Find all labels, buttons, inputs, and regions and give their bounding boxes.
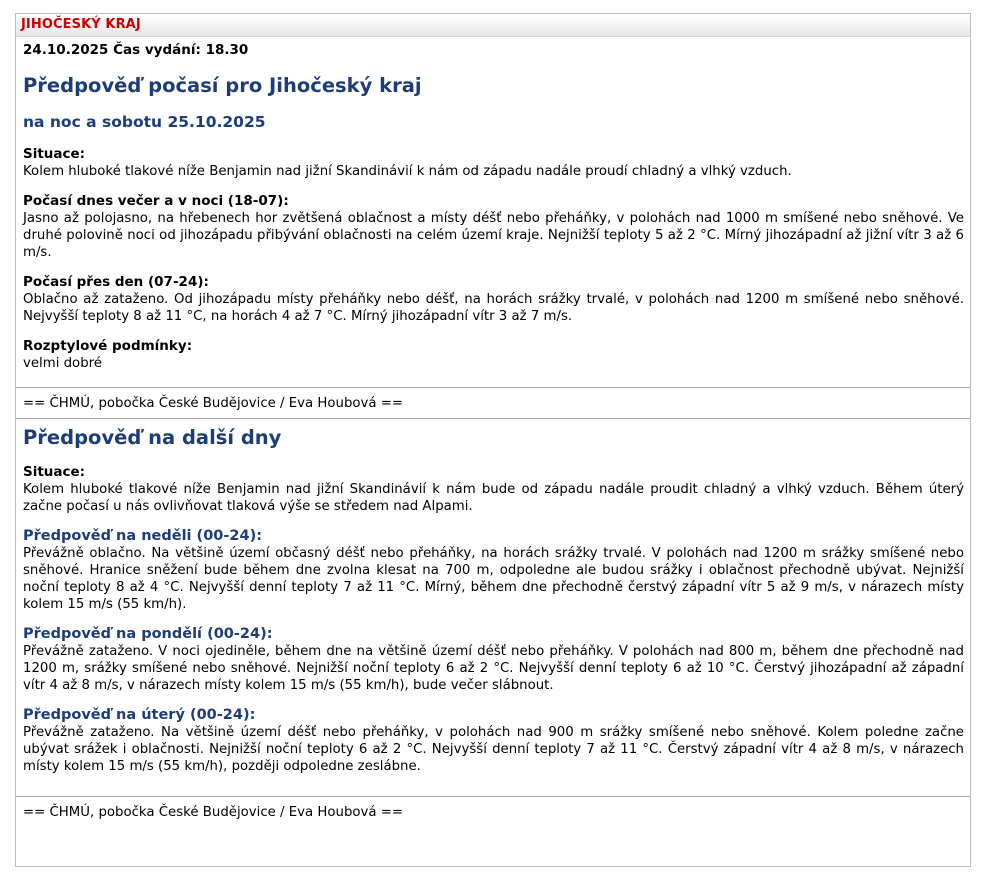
section-label: Situace: [23, 464, 86, 480]
next-situation-section [23, 464, 964, 515]
day-label: Předpověď na úterý (00-24): [23, 707, 256, 723]
section-label: Situace: [23, 146, 86, 162]
author-signature: == ČHMÚ, pobočka České Budějovice / Eva Houbová == [23, 805, 404, 820]
day-text: Převážně oblačno. Na většině území občasný déšť nebo přeháňky, na horách srážky trvalé. V polohách nad 1200 m srážky smíšené nebo sněhové. Hranice sněžení bude během dne zvolna klesat na 700 m, odpoledne ale budou srážky i oblačnost přechodně ubývat. Nejnižší noční teploty 8 až 4 °C. Nejvyšší denní teploty 7 až 11 °C. Mírný, během dne přechodně čerstvý západní vítr 5 až 9 m/s, v nárazech místy kolem 15 m/s (55 km/h). [23, 546, 964, 612]
daytime-section [23, 274, 964, 325]
next-days-title: Předpověď na další dny [23, 426, 282, 449]
forecast-title: Předpověď počasí pro Jihočeský kraj [23, 74, 422, 97]
author-signature: == ČHMÚ, pobočka České Budějovice / Eva Houbová == [23, 396, 404, 411]
section-label: Rozptylové podmínky: [23, 338, 193, 354]
forecast-content [16, 42, 970, 827]
forecast-subtitle: na noc a sobotu 25.10.2025 [23, 113, 266, 131]
day-text: Převážně zataženo. Na většině území déšť nebo přeháňky, v polohách nad 900 m srážky smíšené nebo sněhové. Kolem poledne začne ubývat srážek i oblačnosti. Nejnižší noční teploty 6 až 2 °C. Nejvyšší denní teploty 7 až 11 °C. Čerstvý západní vítr 4 až 8 m/s, v nárazech místy kolem 15 m/s (55 km/h), později odpoledne zeslábne. [23, 725, 964, 774]
forecast-panel [15, 13, 971, 867]
section-text: Jasno až polojasno, na hřebenech hor zvětšená oblačnost a místy déšť nebo přeháňky, v polohách nad 1000 m smíšené nebo sněhové. Ve druhé polovině noci od jihozápadu přibývání oblačnosti na celém území kraje. Nejnižší teploty 5 až 2 °C. Mírný jihozápadní až jižní vítr 3 až 6 m/s. [23, 211, 964, 260]
section-text: Kolem hluboké tlakové níže Benjamin nad jižní Skandinávií k nám bude od západu nadále proudit chladný a vlhký vzduch. Během úterý začne počasí u nás ovlivňovat tlaková výše se středem nad Alpami. [23, 482, 964, 514]
sunday-section [23, 528, 964, 613]
evening-night-section [23, 193, 964, 261]
day-label: Předpověď na neděli (00-24): [23, 528, 262, 544]
section-label: Počasí dnes večer a v noci (18-07): [23, 193, 289, 209]
section-text: Oblačno až zataženo. Od jihozápadu místy přeháňky nebo déšť, na horách srážky trvalé, v polohách nad 1200 m smíšené nebo sněhové. Nejvyšší teploty 8 až 11 °C, na horách 4 až 7 °C. Mírný jihozápadní vítr 3 až 7 m/s. [23, 292, 964, 324]
divider [16, 418, 970, 419]
section-text: Kolem hluboké tlakové níže Benjamin nad jižní Skandinávií k nám od západu nadále proudí chladný a vlhký vzduch. [23, 164, 792, 179]
monday-section [23, 626, 964, 694]
day-label: Předpověď na pondělí (00-24): [23, 626, 273, 642]
section-text: velmi dobré [23, 356, 102, 371]
issue-datetime: 24.10.2025 Čas vydání: 18.30 [23, 42, 249, 58]
region-title: JIHOČESKÝ KRAJ [16, 14, 970, 37]
tuesday-section [23, 707, 964, 775]
dispersion-section [23, 338, 964, 372]
section-label: Počasí přes den (07-24): [23, 274, 209, 290]
situation-section [23, 146, 964, 180]
day-text: Převážně zataženo. V noci ojediněle, během dne na většině území déšť nebo přeháňky. V polohách nad 800 m, během dne přechodně nad 1200 m, srážky smíšené nebo sněhové. Nejnižší noční teploty 6 až 2 °C. Nejvyšší denní teploty 6 až 10 °C. Čerstvý jihozápadní až západní vítr 4 až 8 m/s, v nárazech místy kolem 15 m/s (55 km/h), bude večer slábnout. [23, 644, 964, 693]
